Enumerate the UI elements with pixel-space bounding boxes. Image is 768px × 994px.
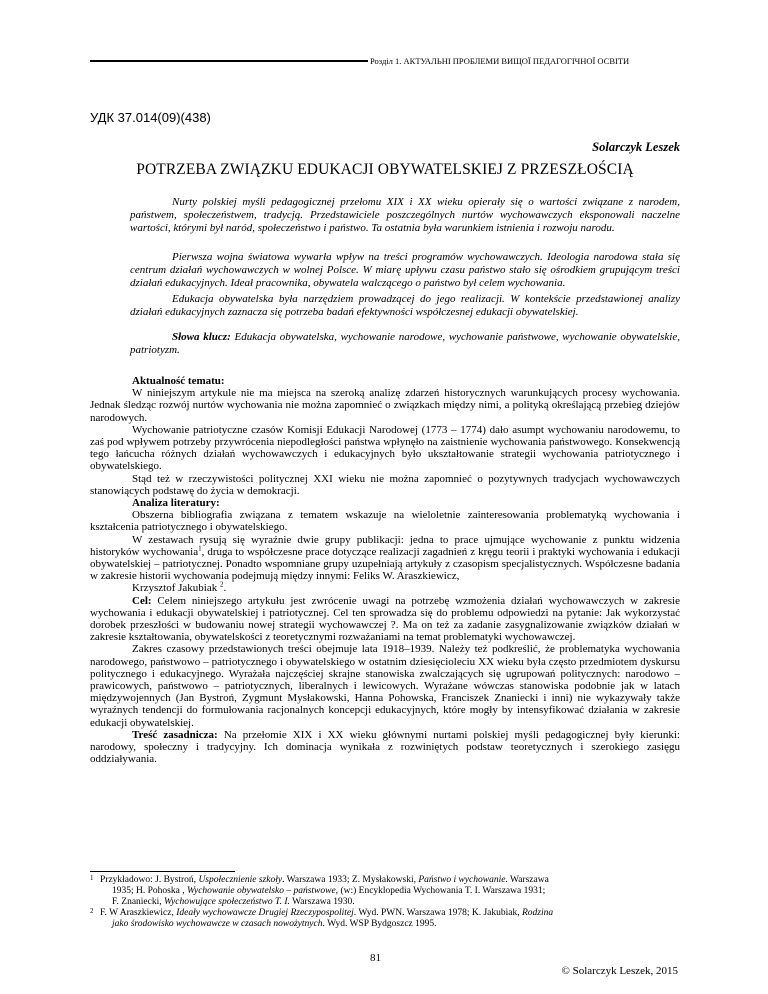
article-title: POTRZEBA ZWIĄZKU EDUKACJI OBYWATELSKIEJ Z PRZESZŁOŚCIĄ (136, 161, 634, 178)
body-paragraph: W niniejszym artykule nie ma miejsca na szeroką analizę zdarzeń historycznych warunkujących procesy wychowania. Jednak śledząc rozwój nurtów wychowania nie można zapomnieć o związkach między nimi, a polityką określającą przebieg dziejów narodowych. (90, 387, 680, 424)
body-paragraph: Stąd też w rzeczywistości politycznej XXI wieku nie można zapomnieć o pozytywnych tradycjach wychowawczych stanowiących podstawę do życia w demokracji. (90, 472, 680, 497)
body-paragraph: Obszerna bibliografia związana z tematem wskazuje na wieloletnie zainteresowania problematyką wychowania i kształcenia patriotycznego i obywatelskiego. (90, 509, 680, 534)
body-paragraph: Wychowanie patriotyczne czasów Komisji Edukacji Narodowej (1773 – 1774) dało asumpt wychowaniu narodowemu, to zaś pod wpływem potrzeby przywrócenia niepodległości państwa wpłynęło na zaistnienie wychowania państwowego. Konsekwencją tego łańcucha różnych działań wychowawczych i edukacyjnych było ukształtowanie strategii wychowania patriotycznego i obywatelskiego. (90, 423, 680, 473)
body-paragraph: Zakres czasowy przedstawionych treści obejmuje lata 1918–1939. Należy też podkreślić, że problematyka wychowania narodowego, państwowo – patriotycznego i obywatelskiego w ostatnim dziesięcioleciu XX wieku była często przedmiotem dyskursu politycznego i edukacyjnego. Wyrażała najczęściej skrajne stanowiska zwalczających się ugrupowań politycznych: narodowo – prawicowych, państwowo – patriotycznych, liberalnych i lewicowych. Wyrażane wówczas stanowiska podobnie jak w latach międzywojennych (Jan Bystroń, Zygmunt Mysłakowski, Hanna Pohowska, Franciszek Znaniecki i inni) nie wykazywały także wyraźnych tendencji do formułowania racjonalnych koncepcji edukacyjnych, które mogły by intensyfikować działania w zakresie edukacji obywatelskiej. (90, 643, 680, 729)
header-rule (90, 60, 368, 62)
heading-aktualnosc: Aktualność tematu: (132, 375, 225, 387)
body-paragraph: W zestawach rysują się wyraźnie dwie grupy publikacji: jedna to prace ujmujące wychowanie z punktu widzenia historyków wychowania$^1$, druga to współczesne prace dotyczące realizacji zagadnień z kręgu teorii i praktyki wychowania i edukacji obywatelskiej – patriotycznej. Ponadto wspomniane grupy uzupełniają artykuły z czasopism specjalistycznych. Współczesne badania w zakresie historii wychowania podejmują między innymi: Feliks W. Araszkiewicz, (90, 533, 680, 583)
udc-code: УДК 37.014(09)(438) (90, 110, 211, 125)
author-name: Solarczyk Leszek (592, 140, 680, 154)
running-header: Розділ 1. АКТУАЛЬНІ ПРОБЛЕМИ ВИЩОЇ ПЕДАГОГІЧНОЇ ОСВІТИ (370, 56, 630, 66)
keywords-text: Edukacja obywatelska, wychowanie narodowe, wychowanie państwowe, wychowanie obywatelskie, patriotyzm. (130, 331, 680, 356)
footnotes (90, 875, 690, 930)
footnote-rule (90, 871, 235, 872)
copyright: © Solarczyk Leszek, 2015 (561, 965, 678, 977)
keywords (130, 331, 680, 357)
body-paragraph-tresc: Treść zasadnicza: Na przełomie XIX i XX wieku głównymi nurtami polskiej myśli pedagogicznej były kierunki: narodowy, społeczny i tradycyjny. Ich dominacja wynikała z rozwiniętych podstaw teoretycznych i szerokiego zasięgu oddziaływania. (90, 728, 680, 766)
abstract-paragraph-2: Pierwsza wojna światowa wywarła wpływ na treści programów wychowawczych. Ideologia narodowa stała się centrum działań wychowawczych w wolnej Polsce. W miarę upływu czasu państwo stało się ośrodkiem grupującym treści działań edukacyjnych. Ideał pracownika, obywatela walczącego o państwo był celem wychowania. (130, 251, 680, 289)
keywords-label: Słowa klucz: (172, 331, 231, 343)
abstract-paragraph-3: Edukacja obywatelska była narzędziem prowadzącej do jego realizacji. W kontekście przedstawionej analizy działań edukacyjnych zaznacza się potrzeba badań efektywności współczesnej edukacji obywatelskiej. (130, 293, 680, 318)
body-paragraph-cel: Cel: Celem niniejszego artykułu jest zwrócenie uwagi na potrzebę wzmożenia działań wychowawczych w zakresie wychowania i edukacji obywatelskiej i patriotycznej. Cel ten sprowadza się do problemu odpowiedzi na pytanie: Jak wykorzystać dorobek przeszłości w budowaniu nowej strategii wychowawczej ?. Ma on też za zadanie zasygnalizowanie związków działań w zakresie kształtowania, obywatelskości z teoretycznymi rozważaniami na temat problematyki wychowawczej. (90, 594, 680, 644)
article-body (90, 375, 680, 766)
footnote-1: 1 Przykładowo: J. Bystroń, Uspołecznienie szkoły. Warszawa 1933; Z. Mysłakowski, Państwo i wychowanie. Warszawa 1935; H. Pohoska , Wychowanie obywatelsko – państwowe, (w:) Encyklopedia Wychowania T. I. Warszawa 1931; F. Znaniecki, Wychowujące społeczeństwo T. I. Warszawa 1930. (90, 874, 549, 907)
footnote-2: 2 F. W Araszkiewicz, Ideały wychowawcze Drugiej Rzeczypospolitej. Wyd. PWN. Warszawa 1978; K. Jakubiak, Rodzina jako środowisko wychowawcze w czasach nowożytnych. Wyd. WSP Bydgoszcz 1995. (90, 907, 554, 929)
footnote-ref-1[interactable]: 1 (198, 544, 202, 553)
heading-cel: Cel: (132, 594, 152, 607)
heading-analiza: Analiza literatury: (132, 497, 220, 510)
body-paragraph: Krzysztof Jakubiak $^2$. (132, 580, 227, 595)
heading-tresc: Treść zasadnicza: (132, 728, 218, 741)
footnote-ref-2[interactable]: 2 (219, 580, 224, 589)
abstract-paragraph-1: Nurty polskiej myśli pedagogicznej przełomu XIX i XX wieku opierały się o wartości związane z narodem, państwem, społeczeństwem, tradycją. Przedstawiciele poszczególnych nurtów wychowawczych eksponowali naczelne wartości, którymi był naród, społeczeństwo i państwo. Ta ostatnia była warunkiem istnienia i rozwoju narodu. (130, 196, 680, 234)
page-number: 81 (370, 952, 381, 964)
